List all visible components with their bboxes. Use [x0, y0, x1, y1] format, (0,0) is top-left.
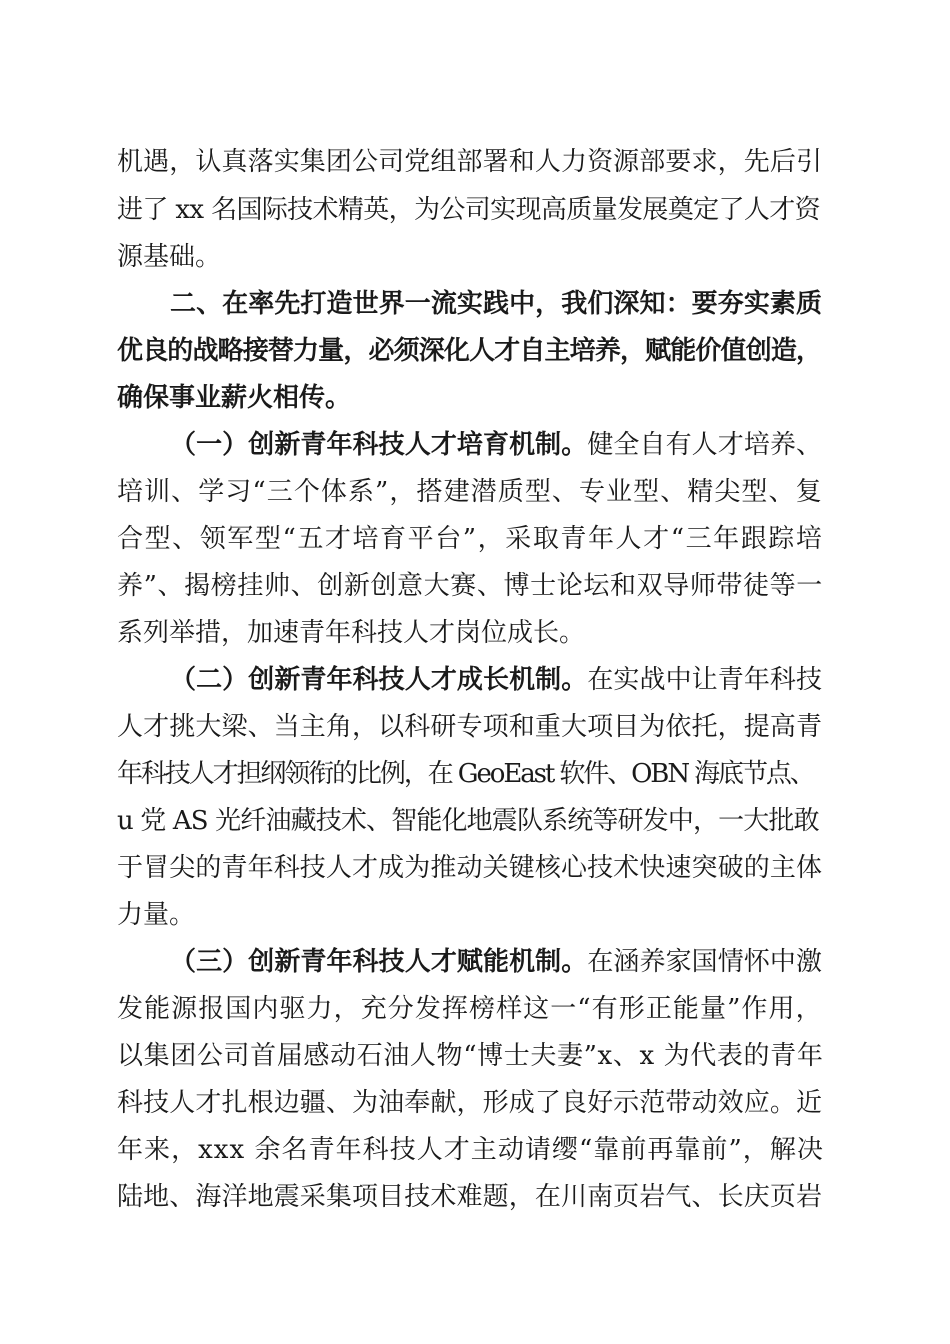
text-line — [117, 1081, 822, 1125]
line-text: 于冒尖的青年科技人才成为推动关键核心技术快速突破的主体 — [117, 853, 823, 883]
line-text: 养”、揭榜挂帅、创新创意大赛、博士论坛和双导师带徒等一 — [117, 571, 823, 601]
text-line — [117, 564, 823, 608]
line-text: 源基础。 — [117, 242, 222, 272]
line-text: 二、在率先打造世界一流实践中，我们深知：要夯实素质 — [170, 289, 823, 319]
section-heading-line — [170, 282, 822, 326]
line-text: 进了 xx 名国际技术精英，为公司实现高质量发展奠定了人才资 — [117, 195, 820, 225]
text-line — [117, 799, 819, 843]
line-text: 在涵养家国情怀中激 — [587, 947, 823, 977]
text-line — [117, 188, 820, 232]
line-text: u 党 AS 光纤油藏技术、智能化地震队系统等研发中，一大批敢 — [117, 806, 819, 836]
line-text: 培训、学习“三个体系”，搭建潜质型、专业型、精尖型、复 — [117, 477, 823, 507]
line-text: 陆地、海洋地震采集项目技术难题，在川南页岩气、长庆页岩 — [117, 1182, 823, 1212]
text-line — [117, 752, 814, 796]
line-text: 优良的战略接替力量，必须深化人才自主培养，赋能价值创造， — [117, 336, 822, 366]
text-line — [117, 987, 823, 1031]
line-text: 力量。 — [117, 900, 196, 930]
text-line — [117, 846, 822, 890]
line-text: 以集团公司首届感动石油人物“博士夫妻”x、x 为代表的青年 — [117, 1041, 824, 1071]
subsection-heading: （二）创新青年科技人才成长机制。 — [170, 665, 588, 695]
subsection-heading: （一）创新青年科技人才培育机制。 — [170, 430, 588, 460]
text-line — [117, 1175, 822, 1219]
text-line — [170, 658, 822, 702]
subsection-heading: （三）创新青年科技人才赋能机制。 — [170, 947, 588, 977]
line-text: 发能源报国内驱力，充分发挥榜样这一“有形正能量”作用， — [117, 994, 823, 1024]
text-line — [170, 940, 822, 984]
section-heading-line — [117, 329, 821, 373]
text-line — [117, 140, 822, 184]
line-text: 健全自有人才培养、 — [587, 430, 823, 460]
line-text: 年来，xxx 余名青年科技人才主动请缨“靠前再靠前”，解决 — [117, 1135, 824, 1165]
line-text: 科技人才扎根边疆、为油奉献，形成了良好示范带动效应。近 — [117, 1088, 823, 1118]
line-text: 系列举措，加速青年科技人才岗位成长。 — [117, 618, 586, 648]
text-line — [117, 611, 585, 655]
line-text: 合型、领军型“五才培育平台”，采取青年人才“三年跟踪培 — [117, 524, 824, 554]
text-line — [117, 235, 221, 279]
line-text: 确保事业薪火相传。 — [117, 383, 352, 413]
section-heading-line — [117, 376, 351, 420]
line-text: 年科技人才担纲领衔的比例，在 GeoEast 软件、OBN 海底节点、 — [117, 759, 814, 789]
text-line — [117, 893, 195, 937]
text-line — [170, 423, 822, 467]
line-text: 人才挑大梁、当主角，以科研专项和重大项目为依托，提高青 — [117, 712, 823, 742]
line-text: 机遇，认真落实集团公司党组部署和人力资源部要求，先后引 — [117, 147, 823, 177]
line-text: 在实战中让青年科技 — [587, 665, 823, 695]
text-line — [117, 705, 822, 749]
text-line — [117, 1128, 824, 1172]
text-line — [117, 1034, 823, 1078]
text-line — [117, 517, 823, 561]
text-line — [117, 470, 823, 514]
